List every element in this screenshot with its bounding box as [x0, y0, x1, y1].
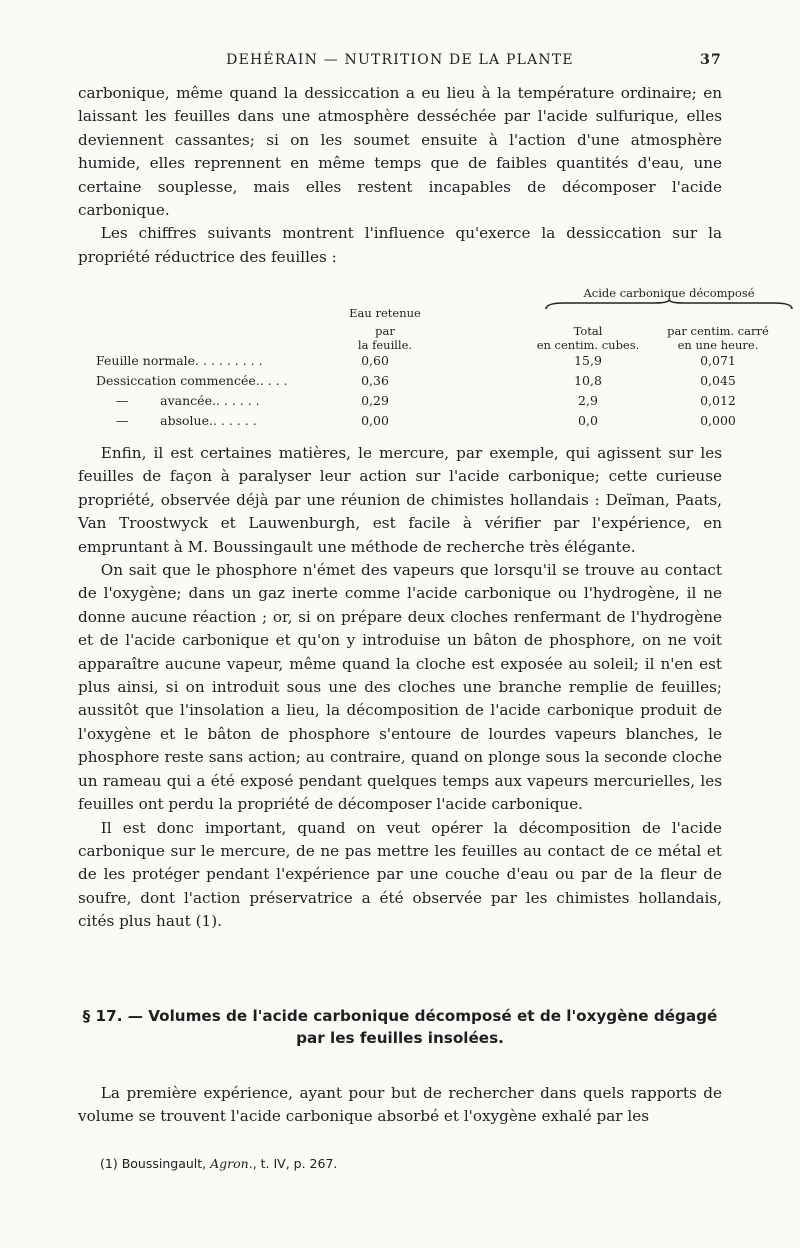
row-water: 0,29 — [361, 393, 389, 408]
table-row — [78, 352, 736, 370]
footnote-ref: , t. IV, p. 267. — [252, 1156, 338, 1171]
table-group-header: Acide carbonique décomposé — [583, 286, 755, 300]
table-row — [78, 392, 736, 410]
col3-header-line2: en une heure. — [677, 338, 759, 352]
row-total: 15,9 — [574, 353, 602, 368]
paragraph-2: Les chiffres suivants montrent l'influence qu'exerce la dessiccation sur la propriété réductrice des feuilles : — [78, 224, 722, 266]
footnote-marker: (1) — [100, 1156, 118, 1171]
row-total: 0,0 — [578, 413, 598, 428]
table-row — [78, 372, 736, 390]
table-row — [78, 412, 736, 430]
col2-header-line1: Total — [573, 324, 603, 338]
row-label: — absolue.. . . . . . — [96, 413, 257, 428]
footnote — [100, 1156, 700, 1171]
page-number: 37 — [700, 52, 722, 68]
row-per-cm2: 0,071 — [700, 353, 736, 368]
row-per-cm2: 0,045 — [700, 373, 736, 388]
text-block-bottom — [78, 1082, 722, 1129]
row-label: — avancée.. . . . . . — [96, 393, 260, 408]
section-heading — [78, 1005, 722, 1049]
row-label: Dessiccation commencée.. . . . — [96, 373, 288, 388]
col1-header-line2: par — [375, 324, 395, 338]
row-water: 0,00 — [361, 413, 389, 428]
row-per-cm2: 0,000 — [700, 413, 736, 428]
paragraph-4: On sait que le phosphore n'émet des vapeurs que lorsqu'il se trouve au contact de l'oxygène; dans un gaz inerte comme l'acide carbonique ou l'hydrogène, il ne donne aucune réaction ; or, si on prépare deux cloches renfermant de l'hydrogène et de l'acide carbonique et qu'on y introduise un bâton de phosphore, on ne voit apparaître aucune vapeur, même quand la cloche est exposée au soleil; il n'en est plus ainsi, si on introduit sous une des cloches une branche remplie de feuilles; aussitôt que l'insolation a lieu, la décomposition de l'acide carbonique produit de l'oxygène et le bâton de phosphore s'entoure de lourdes vapeurs blanches, le phosphore reste sans action; au contraire, quand on plonge sous la seconde cloche un rameau qui a été exposé pendant quelques temps aux vapeurs mercurielles, les feuilles ont perdu la propriété de décomposer l'acide carbonique. — [78, 561, 722, 814]
section-heading-line2: par les feuilles insolées. — [296, 1029, 504, 1047]
col2-header-line2: en centim. cubes. — [536, 338, 640, 352]
row-water: 0,36 — [361, 373, 389, 388]
row-total: 10,8 — [574, 373, 602, 388]
col1-header-line3: la feuille. — [357, 338, 413, 352]
row-per-cm2: 0,012 — [700, 393, 736, 408]
row-total: 2,9 — [578, 393, 598, 408]
paragraph-1: carbonique, même quand la dessiccation a eu lieu à la température ordinaire; en laissant les feuilles dans une atmosphère desséchée par l'acide sulfurique, elles deviennent cassantes; si on les soumet ensuite à l'action d'une atmosphère humide, elles reprennent en même temps que de faibles quantités d'eau, une certaine souplesse, mais elles restent incapables de décomposer l'acide carbonique. — [78, 84, 722, 220]
section-heading-line1: § 17. — Volumes de l'acide carbonique décomposé et de l'oxygène dégagé — [82, 1007, 718, 1025]
col1-header-line1: Eau retenue — [349, 306, 421, 320]
footnote-work: Agron. — [210, 1156, 253, 1171]
col2-header — [523, 324, 653, 352]
running-title: DEHÉRAIN — NUTRITION DE LA PLANTE — [226, 52, 574, 68]
footnote-author: Boussingault, — [121, 1156, 207, 1171]
paragraph-6: La première expérience, ayant pour but de rechercher dans quels rapports de volume se trouvent l'acide carbonique absorbé et l'oxygène exhalé par les — [78, 1084, 722, 1126]
col3-header-line1: par centim. carré — [667, 324, 769, 338]
col3-header — [658, 324, 778, 352]
dessication-table — [78, 284, 769, 434]
paragraph-3: Enfin, il est certaines matières, le mercure, par exemple, qui agissent sur les feuilles de façon à paralyser leur action sur l'acide carbonique; cette curieuse propriété, observée déjà par une réunion de chimistes hollandais : Deïman, Paats, Van Troostwyck et Lauwenburgh, est facile à vérifier par l'expérience, en empruntant à M. Boussingault une méthode de recherche très élégante. — [78, 444, 722, 556]
row-label: Feuille normale. . . . . . . . . — [96, 353, 263, 368]
text-block-middle — [78, 442, 722, 934]
paragraph-5: Il est donc important, quand on veut opérer la décomposition de l'acide carbonique sur le mercure, de ne pas mettre les feuilles au contact de ce métal et de les protéger pendant l'expérience par une couche d'eau ou par de la fleur de soufre, dont l'action préservatrice a été observée par les chimistes hollandais, cités plus haut (1). — [78, 818, 722, 931]
running-head — [78, 52, 722, 72]
row-water: 0,60 — [361, 353, 389, 368]
text-block-top — [78, 82, 722, 269]
col1-header — [340, 306, 430, 352]
table-brace — [544, 300, 794, 310]
